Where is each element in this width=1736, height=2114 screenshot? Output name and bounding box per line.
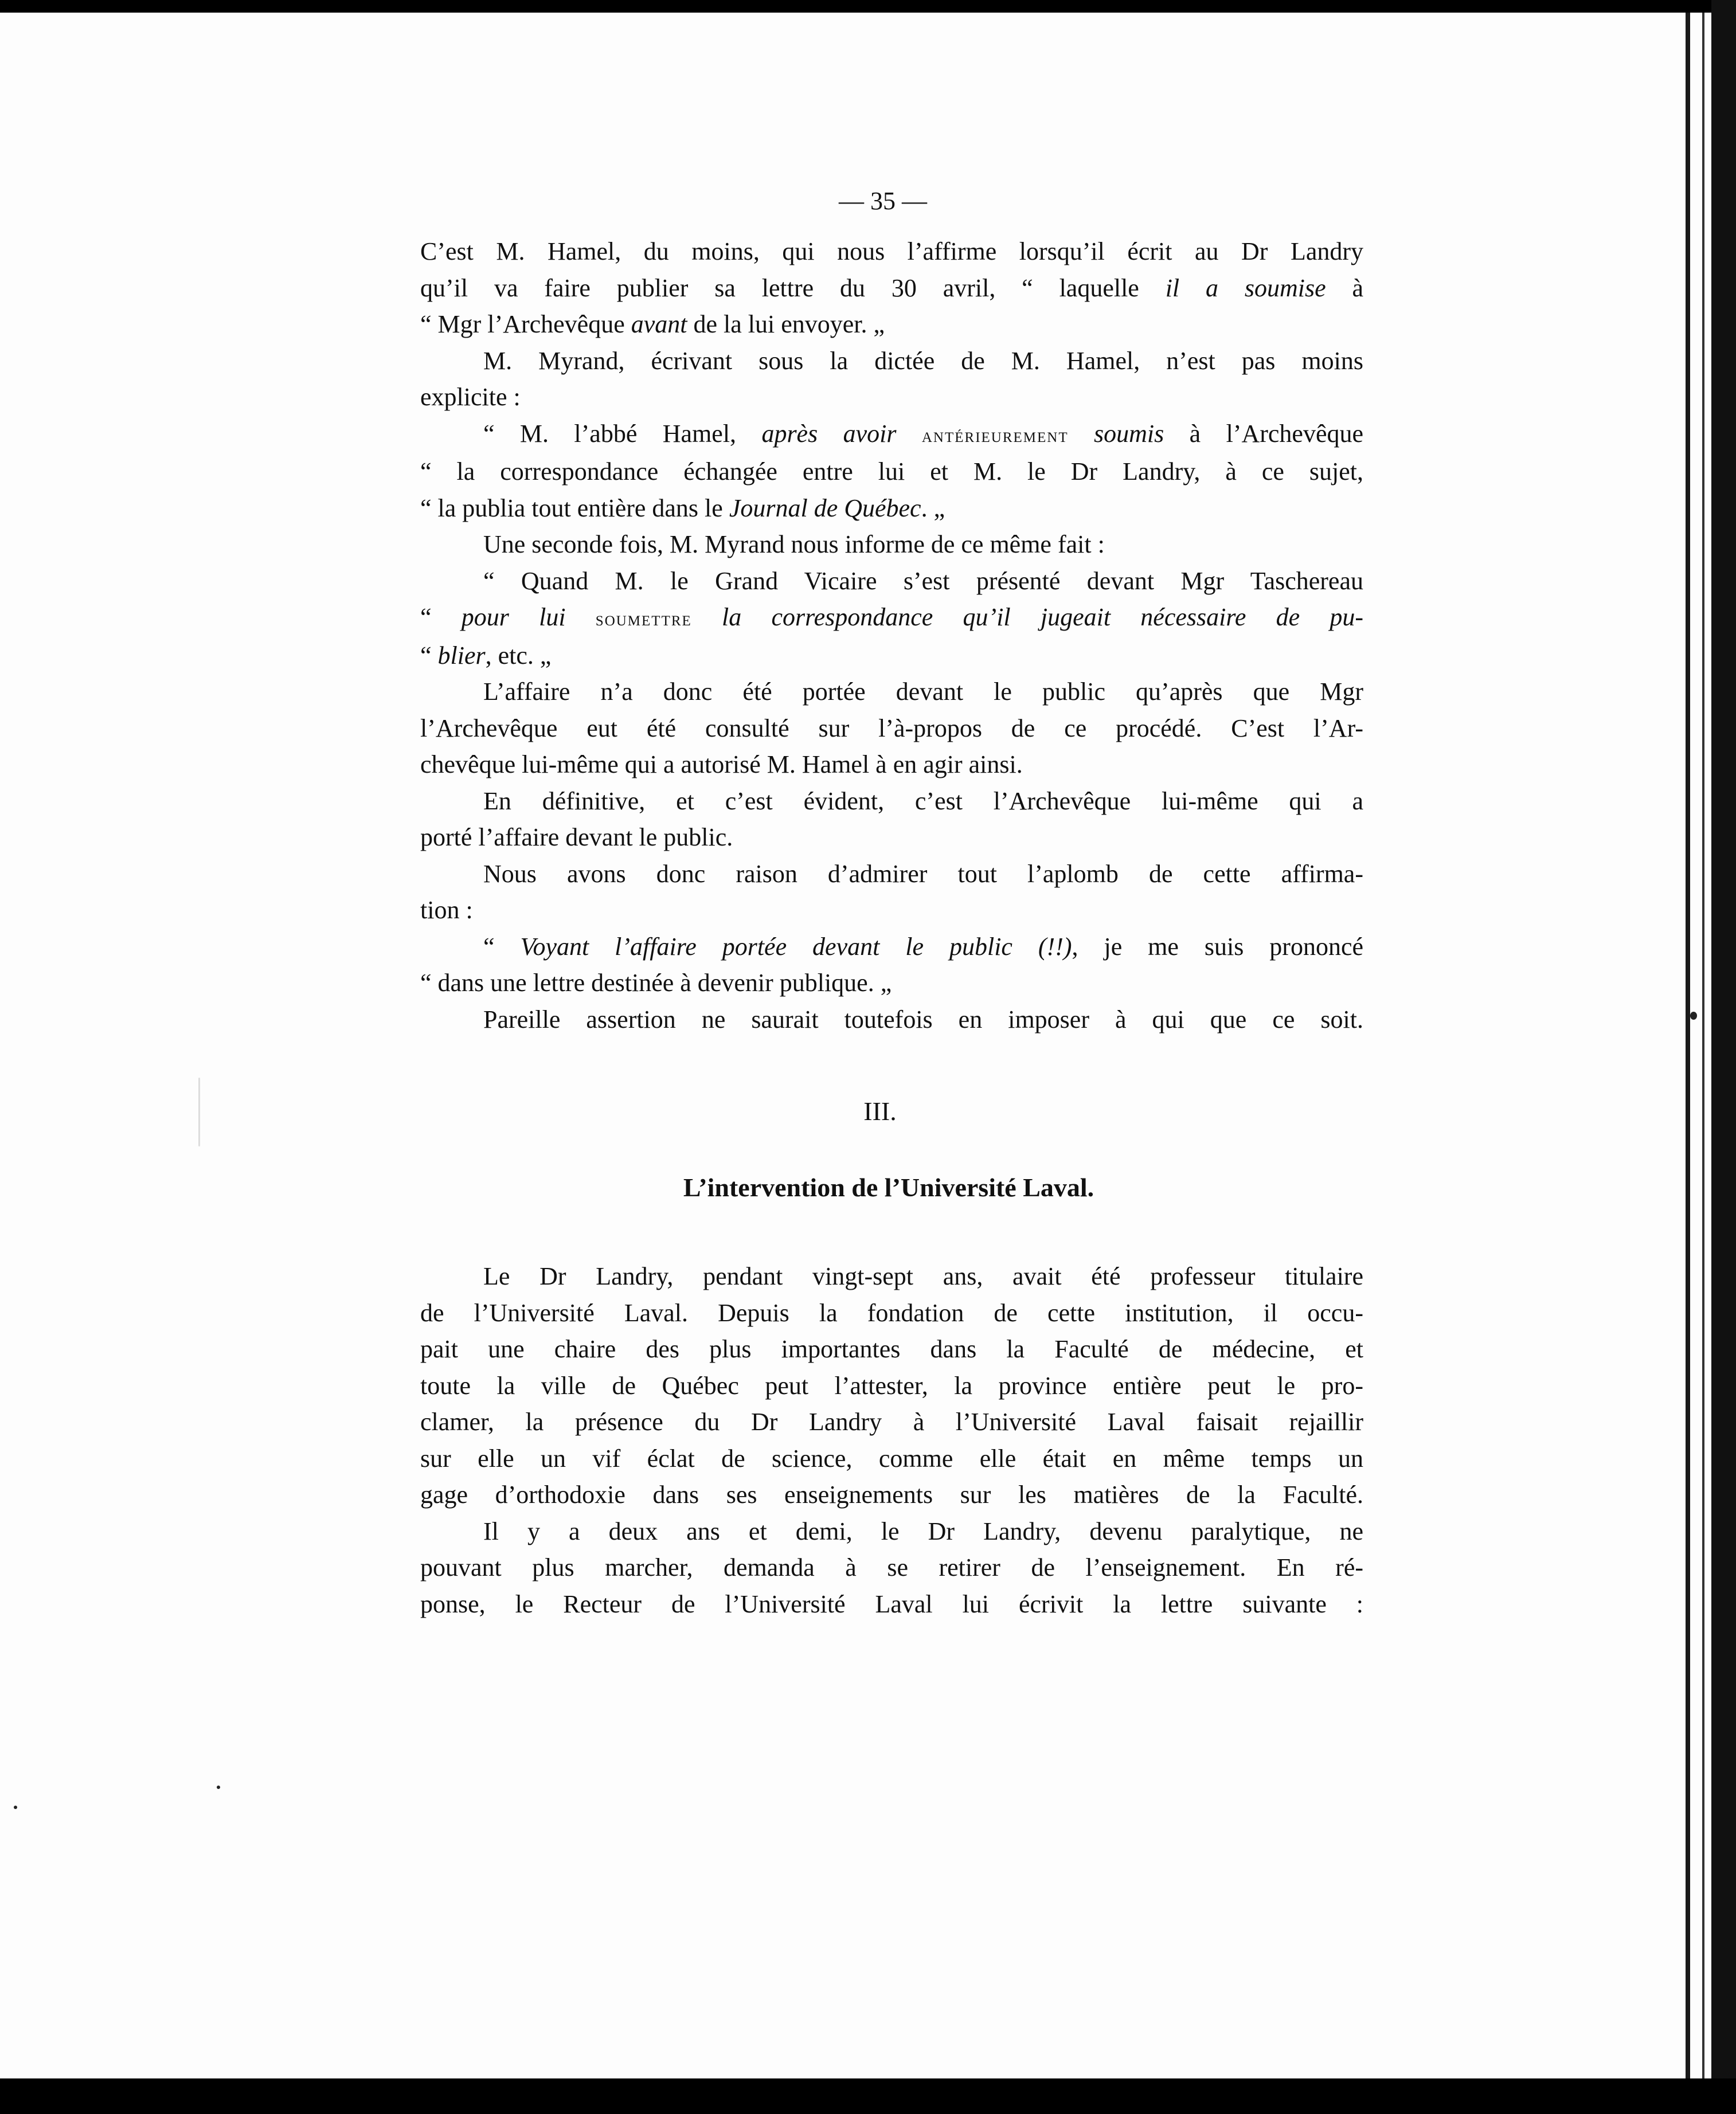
quote-line: “ M. l’abbé Hamel, après avoir antérieurement soumis à l’Archevêque: [483, 419, 1363, 448]
scan-top-border: [0, 0, 1736, 13]
body-text-block-2: [420, 1258, 1363, 1622]
text-line: pouvant plus marcher, demanda à se retirer de l’enseignement. En ré-: [420, 1553, 1363, 1581]
scan-right-edge-line-outer: [1702, 13, 1704, 2078]
paragraph-line: L’affaire n’a donc été portée devant le public qu’après que Mgr: [483, 678, 1363, 706]
quote-line: “ pour lui soumettre la correspondance qu’il jugeait nécessaire de pu-: [420, 603, 1364, 631]
text-line: qu’il va faire publier sa lettre du 30 avril, “ laquelle il a soumise à: [420, 273, 1364, 302]
text-line: C’est M. Hamel, du moins, qui nous l’affirme lorsqu’il écrit au Dr Landry: [420, 237, 1363, 265]
quote-line: “ Voyant l’affaire portée devant le public (!!), je me suis prononcé: [483, 932, 1364, 961]
paragraph-line: Une seconde fois, M. Myrand nous informe de ce même fait :: [483, 530, 1105, 558]
text-line: chevêque lui-même qui a autorisé M. Hamel à en agir ainsi.: [420, 750, 1023, 778]
text-line: clamer, la présence du Dr Landry à l’Université Laval faisait rejaillir: [420, 1408, 1363, 1436]
scan-speck: [217, 1786, 220, 1789]
scan-fold-mark: [198, 1078, 200, 1146]
text-line: de l’Université Laval. Depuis la fondation de cette institution, il occu-: [420, 1298, 1363, 1327]
text-line: porté l’affaire devant le public.: [420, 823, 733, 851]
text-line: pait une chaire des plus importantes dans la Faculté de médecine, et: [420, 1335, 1363, 1363]
paragraph-line: Il y a deux ans et demi, le Dr Landry, devenu paralytique, ne: [483, 1517, 1363, 1545]
scan-speck: [1690, 1012, 1697, 1020]
text-line: toute la ville de Québec peut l’attester, la province entière peut le pro-: [420, 1371, 1363, 1400]
text-line: ponse, le Recteur de l’Université Laval lui écrivit la lettre suivante :: [420, 1590, 1363, 1618]
paragraph-line: Le Dr Landry, pendant vingt-sept ans, avait été professeur titulaire: [483, 1262, 1363, 1290]
text-line: sur elle un vif éclat de science, comme elle était en même temps un: [420, 1444, 1363, 1473]
scan-right-border: [1711, 0, 1736, 2114]
paragraph-line: M. Myrand, écrivant sous la dictée de M. Hamel, n’est pas moins: [483, 346, 1363, 375]
body-text-block-1: [420, 233, 1363, 1038]
paragraph-line: Pareille assertion ne saurait toutefois en imposer à qui que ce soit.: [483, 1005, 1363, 1033]
quote-line: “ Quand M. le Grand Vicaire s’est présenté devant Mgr Taschereau: [483, 566, 1363, 595]
paragraph-line: En définitive, et c’est évident, c’est l’Archevêque lui-même qui a: [483, 786, 1363, 815]
scan-speck: [14, 1806, 17, 1809]
text-line: “ Mgr l’Archevêque avant de la lui envoyer. „: [420, 310, 885, 338]
section-title: L’intervention de l’Université Laval.: [683, 1173, 1094, 1202]
scan-bottom-border: [0, 2078, 1736, 2114]
page-number: — 35 —: [839, 187, 927, 215]
section-number: III.: [863, 1097, 897, 1126]
quote-line: “ dans une lettre destinée à devenir publique. „: [420, 969, 892, 997]
quote-line: “ la correspondance échangée entre lui et M. le Dr Landry, à ce sujet,: [420, 457, 1363, 486]
text-line: gage d’orthodoxie dans ses enseignements sur les matières de la Faculté.: [420, 1481, 1363, 1509]
quote-line: “ la publia tout entière dans le Journal de Québec. „: [420, 494, 945, 522]
paragraph-line: Nous avons donc raison d’admirer tout l’aplomb de cette affirma-: [483, 859, 1363, 888]
scan-right-edge-line: [1686, 13, 1690, 2078]
text-line: tion :: [420, 896, 473, 924]
text-line: l’Archevêque eut été consulté sur l’à-propos de ce procédé. C’est l’Ar-: [420, 714, 1363, 742]
quote-line: “ blier, etc. „: [420, 641, 552, 670]
text-line: explicite :: [420, 383, 521, 411]
